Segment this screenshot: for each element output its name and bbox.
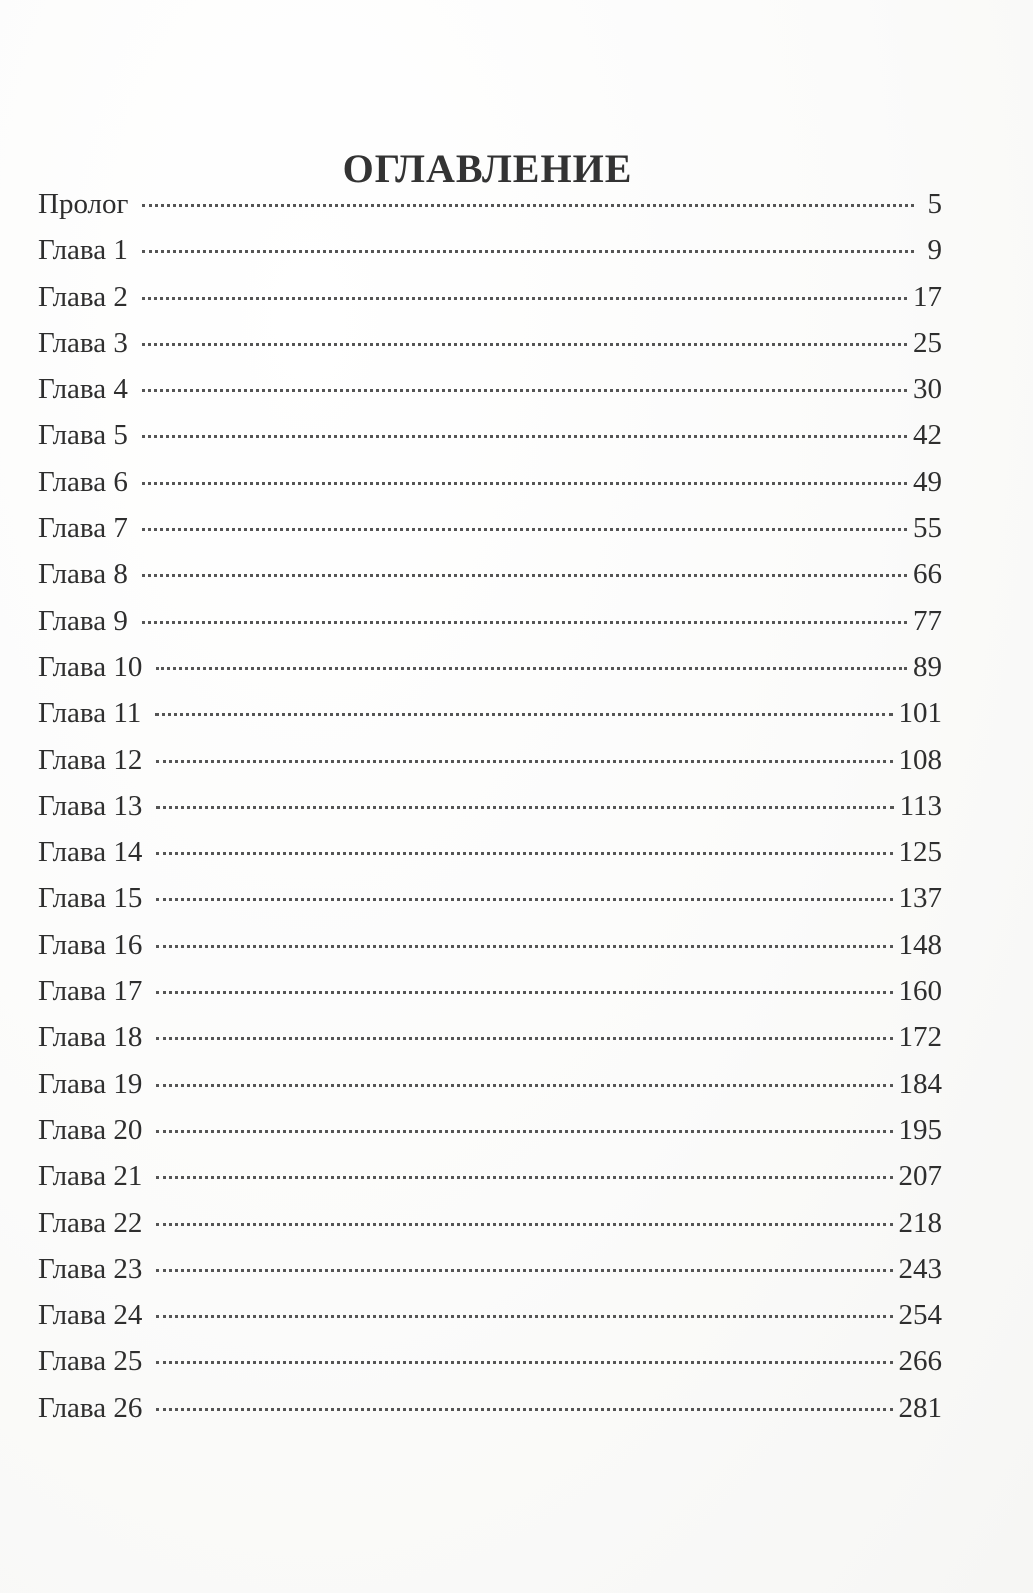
toc-entry (38, 929, 942, 975)
toc-entry-page-number: 137 (898, 882, 942, 915)
toc-entry-page-number: 25 (913, 326, 942, 359)
toc-entry-label: Глава 12 (38, 743, 143, 776)
toc-entry-page-number: 5 (927, 188, 942, 220)
toc-entry-label: Пролог (38, 188, 129, 220)
toc-entry-label: Глава 9 (38, 604, 128, 637)
dot-leader (156, 1130, 892, 1133)
toc-entry-label: Глава 18 (38, 1021, 143, 1054)
toc-entry-page-number: 281 (898, 1391, 942, 1424)
table-of-contents (38, 188, 942, 1438)
toc-entry-label: Глава 3 (38, 326, 128, 359)
toc-entry-page-number: 9 (927, 234, 942, 267)
toc-entry (38, 1114, 942, 1160)
toc-entry (38, 882, 942, 928)
dot-leader (142, 435, 907, 438)
toc-entry-label: Глава 5 (38, 419, 128, 452)
toc-entry-page-number: 49 (913, 465, 942, 498)
toc-entry-page-number: 42 (913, 419, 942, 452)
toc-entry-page-number: 148 (898, 928, 942, 961)
dot-leader (156, 667, 907, 670)
toc-entry (38, 1068, 942, 1114)
toc-entry-label: Глава 17 (38, 975, 143, 1008)
toc-entry-label: Глава 1 (38, 234, 128, 267)
toc-entry (38, 466, 942, 512)
toc-entry-label: Глава 19 (38, 1067, 143, 1100)
dot-leader (142, 343, 907, 346)
toc-entry-page-number: 218 (898, 1206, 942, 1239)
toc-entry (38, 512, 942, 558)
toc-entry (38, 836, 942, 882)
toc-entry (38, 975, 942, 1021)
toc-entry-label: Глава 10 (38, 650, 143, 683)
toc-entry-label: Глава 2 (38, 280, 128, 313)
dot-leader (142, 482, 907, 485)
dot-leader (156, 852, 892, 855)
toc-entry (38, 1392, 942, 1438)
dot-leader (156, 945, 892, 948)
toc-entry (38, 234, 942, 280)
dot-leader (156, 1408, 892, 1411)
dot-leader (142, 204, 914, 207)
toc-entry-page-number: 160 (898, 975, 942, 1008)
toc-entry (38, 1160, 942, 1206)
dot-leader (156, 806, 893, 809)
toc-entry (38, 1253, 942, 1299)
toc-entry-page-number: 207 (898, 1160, 942, 1193)
dot-leader (156, 760, 892, 763)
dot-leader (156, 1269, 892, 1272)
toc-entry-page-number: 101 (898, 697, 942, 730)
toc-entry-page-number: 77 (913, 604, 942, 637)
dot-leader (155, 713, 892, 716)
toc-entry (38, 744, 942, 790)
toc-entry (38, 1345, 942, 1391)
dot-leader (142, 621, 907, 624)
toc-entry-label: Глава 6 (38, 465, 128, 498)
dot-leader (156, 1084, 892, 1087)
toc-entry-label: Глава 21 (38, 1160, 143, 1193)
toc-entry-label: Глава 14 (38, 836, 143, 869)
toc-entry (38, 373, 942, 419)
toc-entry (38, 327, 942, 373)
toc-entry (38, 1021, 942, 1067)
toc-entry (38, 1299, 942, 1345)
toc-entry-page-number: 172 (898, 1021, 942, 1054)
dot-leader (156, 1176, 892, 1179)
dot-leader (156, 1037, 892, 1040)
dot-leader (142, 574, 907, 577)
toc-entry (38, 558, 942, 604)
toc-entry-label: Глава 24 (38, 1299, 143, 1332)
toc-entry-page-number: 113 (899, 789, 942, 822)
page-title: ОГЛАВЛЕНИЕ (342, 145, 633, 191)
toc-entry-page-number: 55 (913, 512, 942, 545)
toc-entry-label: Глава 22 (38, 1206, 143, 1239)
toc-entry-label: Глава 25 (38, 1345, 143, 1378)
toc-entry-page-number: 243 (898, 1252, 942, 1285)
toc-entry (38, 790, 942, 836)
toc-entry-label: Глава 20 (38, 1113, 143, 1146)
toc-entry-page-number: 184 (898, 1067, 942, 1100)
toc-entry-label: Глава 8 (38, 558, 128, 591)
toc-entry-page-number: 17 (913, 280, 942, 313)
toc-entry-label: Глава 26 (38, 1391, 143, 1424)
toc-entry (38, 605, 942, 651)
dot-leader (156, 1315, 892, 1318)
toc-entry-page-number: 89 (913, 650, 942, 683)
dot-leader (142, 297, 907, 300)
toc-entry-label: Глава 23 (38, 1252, 143, 1285)
toc-entry-page-number: 266 (898, 1345, 942, 1378)
toc-entry-page-number: 125 (898, 836, 942, 869)
toc-entry (38, 651, 942, 697)
toc-entry (38, 188, 942, 234)
toc-entry (38, 281, 942, 327)
dot-leader (156, 898, 892, 901)
toc-entry-page-number: 254 (898, 1299, 942, 1332)
dot-leader (142, 528, 907, 531)
toc-entry-label: Глава 4 (38, 373, 128, 406)
dot-leader (156, 991, 892, 994)
toc-entry-label: Глава 15 (38, 882, 143, 915)
dot-leader (156, 1361, 892, 1364)
toc-entry (38, 419, 942, 465)
toc-entry-label: Глава 11 (38, 697, 142, 730)
toc-entry-label: Глава 16 (38, 928, 143, 961)
toc-entry-page-number: 66 (913, 558, 942, 591)
toc-entry-label: Глава 13 (38, 789, 143, 822)
toc-entry-label: Глава 7 (38, 512, 128, 545)
dot-leader (142, 389, 907, 392)
toc-entry (38, 697, 942, 743)
toc-entry-page-number: 108 (898, 743, 942, 776)
toc-entry (38, 1207, 942, 1253)
toc-entry-page-number: 195 (898, 1113, 942, 1146)
toc-entry-page-number: 30 (913, 373, 942, 406)
dot-leader (142, 250, 914, 253)
dot-leader (156, 1223, 892, 1226)
